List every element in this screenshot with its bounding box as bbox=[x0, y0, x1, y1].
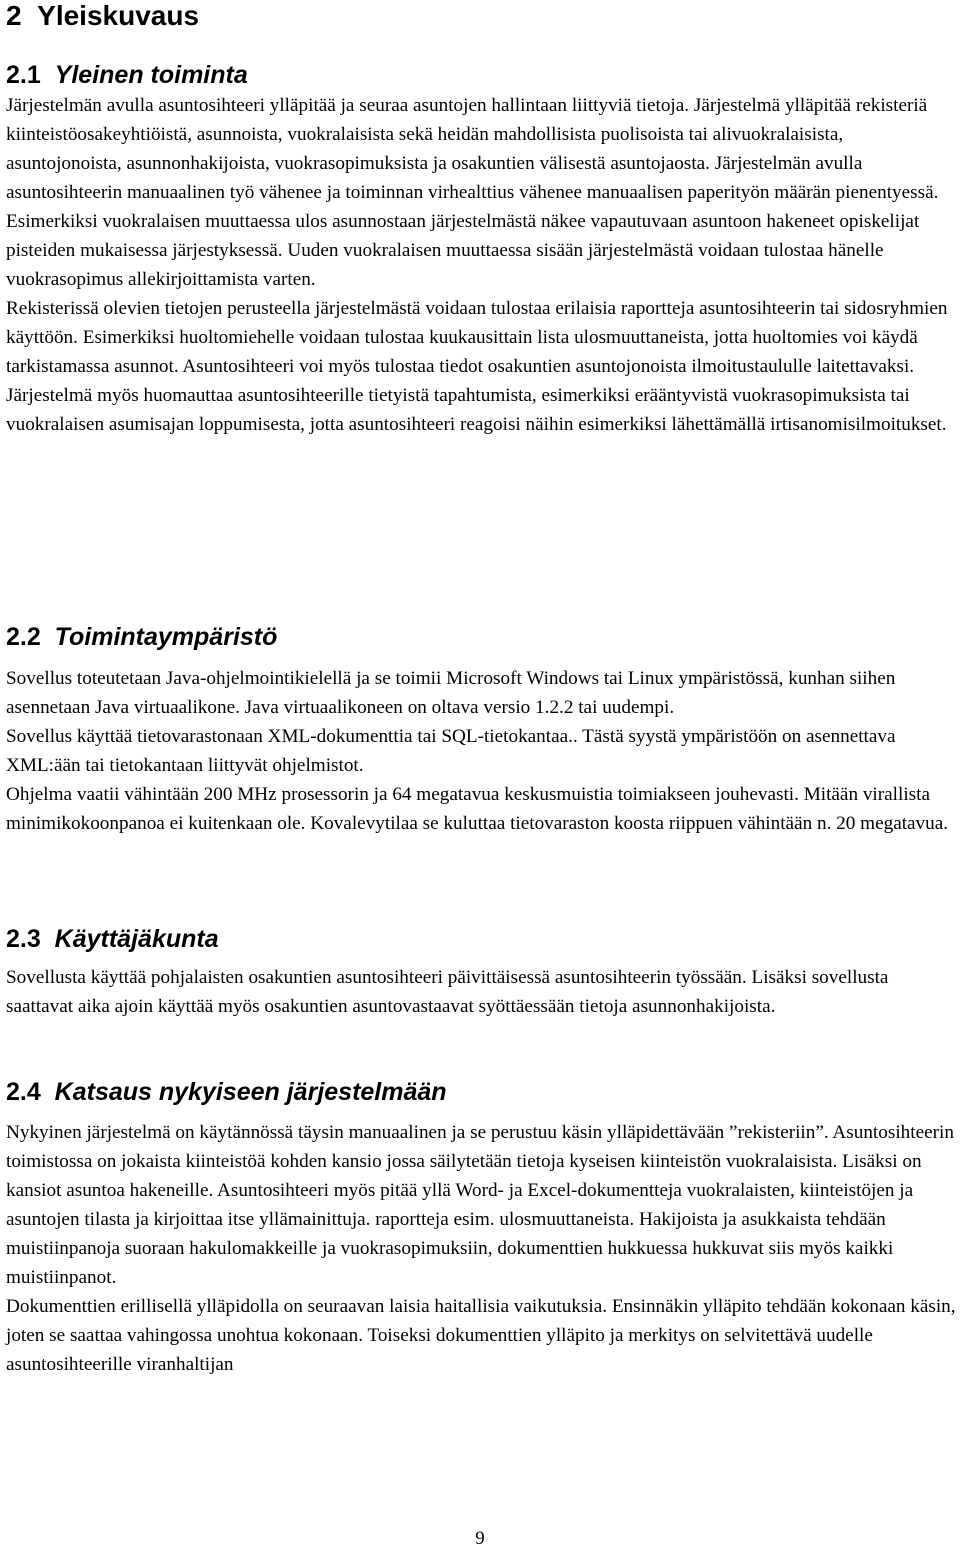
section-number: 2.4 bbox=[6, 1078, 41, 1106]
section-heading bbox=[6, 924, 219, 954]
paragraph: Dokumenttien erillisellä ylläpidolla on seuraavan laisia haitallisia vaikutuksia. Ensinnäkin ylläpito tehdään kokonaan käsin, joten se saattaa vahingossa unohtua kokonaan. Toiseksi dokumenttien ylläpito ja merkitys on selvitettävä uudelle asuntosihteerille viranhaltijan bbox=[6, 1296, 956, 1375]
section-heading bbox=[6, 1077, 447, 1107]
section-number: 2.1 bbox=[6, 61, 41, 89]
paragraph: Ohjelma vaatii vähintään 200 MHz prosessorin ja 64 megatavua keskusmuistia toimiakseen jouhevasti. Mitään virallista minimikokoonpanoa ei kuitenkaan ole. Kovalevytilaa se kuluttaa tietovaraston koosta riippuen vähintään n. 20 megatavua. bbox=[6, 784, 949, 834]
paragraph: Järjestelmän avulla asuntosihteeri ylläpitää ja seuraa asuntojen hallintaan liittyviä tietoja. Järjestelmä ylläpitää rekisteriä kiinteistöosakeyhtiöistä, asunnoista, vuokralaisista sekä heidän mahdollisista puolisoista tai alivuokralaisista, asuntojonoista, asunnonhakijoista, vuokrasopimuksista ja osakuntien välisestä asuntojaosta. Järjestelmän avulla asuntosihteerin manuaalinen työ vähenee ja toiminnan virhealttius vähenee manuaalisen paperityön määrän pienentyessä. Esimerkiksi vuokralaisen muuttaessa ulos asunnostaan järjestelmästä näkee vapautuvaan asuntoon hakeneet opiskelijat pisteiden mukaisessa järjestyksessä. Uuden vuokralaisen muuttaessa sisään järjestelmästä voidaan tulostaa hänelle vuokrasopimus allekirjoittamista varten. bbox=[6, 95, 939, 290]
section-number: 2.2 bbox=[6, 623, 41, 651]
paragraph: Sovellus toteutetaan Java-ohjelmointikielellä ja se toimii Microsoft Windows tai Linux ympäristössä, kunhan siihen asennetaan Java virtuaalikone. Java virtuaalikoneen on oltava versio 1.2.2 tai uudempi. bbox=[6, 668, 896, 718]
paragraph: Järjestelmä myös huomauttaa asuntosihteerille tietyistä tapahtumista, esimerkiksi erääntyvistä vuokrasopimuksista tai vuokralaisen asumisajan loppumisesta, jotta asuntosihteeri reagoisi näihin esimerkiksi lähettämällä irtisanomisilmoitukset. bbox=[6, 385, 947, 435]
paragraph: Sovellusta käyttää pohjalaisten osakuntien asuntosihteeri päivittäisessä asuntosihteerin työssään. Lisäksi sovellusta saattavat aika ajoin käyttää myös osakuntien asuntovastaavat syöttäessään tietoja asunnonhakijoista. bbox=[6, 967, 889, 1017]
chapter-number: 2 bbox=[6, 0, 22, 31]
section-body bbox=[6, 664, 958, 838]
section-heading bbox=[6, 622, 277, 652]
chapter-heading bbox=[6, 0, 199, 32]
section-title: Yleinen toiminta bbox=[54, 61, 248, 89]
section-body bbox=[6, 91, 958, 439]
section-title: Katsaus nykyiseen järjestelmään bbox=[54, 1078, 447, 1106]
section-number: 2.3 bbox=[6, 925, 41, 953]
section-title: Toimintaympäristö bbox=[54, 623, 278, 651]
section-title: Käyttäjäkunta bbox=[54, 925, 219, 953]
paragraph: Nykyinen järjestelmä on käytännössä täysin manuaalinen ja se perustuu käsin ylläpidettävään ”rekisteriin”. Asuntosihteerin toimistossa on jokaista kiinteistöä kohden kansio jossa säilytetään tietoja kyseisen kiinteistön vuokralaisista. Lisäksi on kansiot asuntoa hakeneille. Asuntosihteeri myös pitää yllä Word- ja Excel-dokumentteja vuokralaisten, kiinteistöjen ja asuntojen tilasta ja kirjoittaa itse yllämainittuja. raportteja esim. ulosmuuttaneista. Hakijoista ja asukkaista tehdään muistiinpanoja suoraan hakulomakkeille ja vuokrasopimuksiin, dokumenttien hukkuessa hukkuvat siis myös kaikki muistiinpanot. bbox=[6, 1122, 954, 1288]
paragraph: Rekisterissä olevien tietojen perusteella järjestelmästä voidaan tulostaa erilaisia raportteja asuntosihteerin tai sidosryhmien käyttöön. Esimerkiksi huoltomiehelle voidaan tulostaa kuukausittain lista ulosmuuttaneista, jotta huoltomies voi käydä tarkistamassa asunnot. Asuntosihteeri voi myös tulostaa tiedot osakuntien asuntojonoista ilmoitustaululle laitettavaksi. bbox=[6, 298, 948, 377]
section-heading bbox=[6, 60, 248, 90]
section-body bbox=[6, 1118, 958, 1379]
paragraph: Sovellus käyttää tietovarastonaan XML-dokumenttia tai SQL-tietokantaa.. Tästä syystä ympäristöön on asennettava XML:ään tai tietokantaan liittyvät ohjelmistot. bbox=[6, 726, 896, 776]
chapter-title: Yleiskuvaus bbox=[37, 0, 200, 31]
section-body bbox=[6, 963, 958, 1021]
page-number: 9 bbox=[475, 1528, 485, 1549]
